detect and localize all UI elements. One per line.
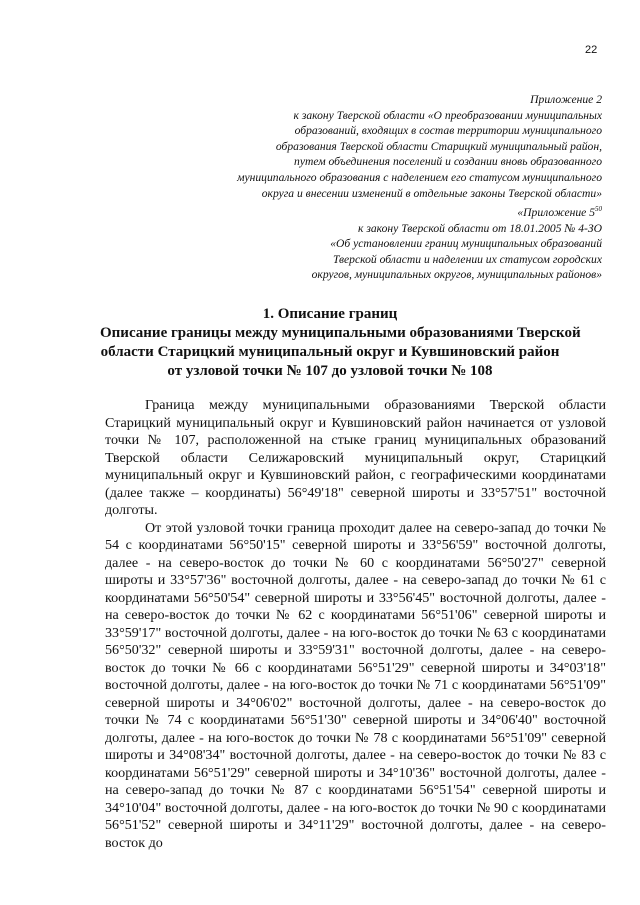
subtitle-line: от узловой точки № 107 до узловой точки № 108 [167,363,493,379]
annex-secondary-line: «Об установлении границ муниципальных образований [330,237,602,251]
section-title: 1. Описание границ [262,306,398,322]
annex-header [237,92,602,201]
annex-secondary-line [312,205,602,221]
annex-header-line: муниципального образования с наделением его статусом муниципального [237,170,602,184]
subtitle-line: области Старицкий муниципальный округ и Кувшиновский район [100,344,560,360]
annex-secondary-prefix: «Приложение 5 [517,206,595,219]
annex-header-line: образования Тверской области Старицкий муниципальный район, [275,139,602,153]
titles-block [100,305,581,381]
annex-header-line: путем объединения поселений и создании вновь образованного [294,155,602,169]
annex-secondary-header [312,205,602,283]
subtitle-line: Описание границы между муниципальными образованиями Тверской [100,325,581,341]
annex-header-line: к закону Тверской области «О преобразовании муниципальных [293,108,602,122]
annex-header-line: образований, входящих в состав территории муниципального [294,124,602,138]
annex-number-superscript: 50 [595,205,602,214]
annex-secondary-line: к закону Тверской области от 18.01.2005 № 4-ЗО [358,221,602,235]
page-number: 22 [585,44,598,56]
annex-secondary-line: округов, муниципальных округов, муниципальных районов» [311,268,602,282]
annex-secondary-line: Тверской области и наделении их статусом городских [332,252,602,266]
annex-header-line: Приложение 2 [530,93,602,106]
body-paragraph: От этой узловой точки граница проходит далее на северо-запад до точки № 54 с координатами 56°50'15" северной широты и 33°56'59" восточной долготы, далее - на северо-восток до точки № 60 с координатами 56°50'27" северной широты и 33°57'36" восточной долготы, далее - на северо-запад до точки № 61 с координатами 56°50'54" северной широты и 33°56'45" восточной долготы, далее - на северо-восток до точки № 62 с координатами 56°51'06" северной широты и 33°59'17" восточной долготы, далее - на юго-восток до точки № 63 с координатами 56°50'32" северной широты и 33°59'31" восточной долготы, далее - на северо-восток до точки № 66 с координатами 56°51'29" северной широты и 34°03'18" восточной долготы, далее - на юго-восток до точки № 71 с координатами 56°51'09" северной широты и 34°06'02" восточной долготы, далее - на северо-восток до точки № 74 с координатами 56°51'30" северной широты и 34°06'40" восточной долготы, далее - на юго-восток до точки № 78 с координатами 56°51'09" северной широты и 34°08'34" восточной долготы, далее - на северо-восток до точки № 83 с координатами 56°51'29" северной широты и 34°10'36" восточной долготы, далее - на северо-запад до точки № 87 с координатами 56°51'54" северной широты и 34°10'04" восточной долготы, далее - на юго-восток до точки № 90 с координатами 56°51'52" северной широты и 34°11'29" восточной долготы, далее - на северо-восток до [105,519,606,851]
body-text [105,397,606,852]
annex-header-line: округа и внесении изменений в отдельные законы Тверской области» [261,186,602,200]
body-paragraph: Граница между муниципальными образованиями Тверской области Старицкий муниципальный округ и Кувшиновский район начинается от узловой точки № 107, расположенной на стыке границ муниципальных образований Тверской области Селижаровский муниципальный округ, Старицкий муниципальный округ и Кувшиновский район, с географическими координатами (далее также – координаты) 56°49'18" северной широты и 33°57'51" восточной долготы. [105,397,606,518]
